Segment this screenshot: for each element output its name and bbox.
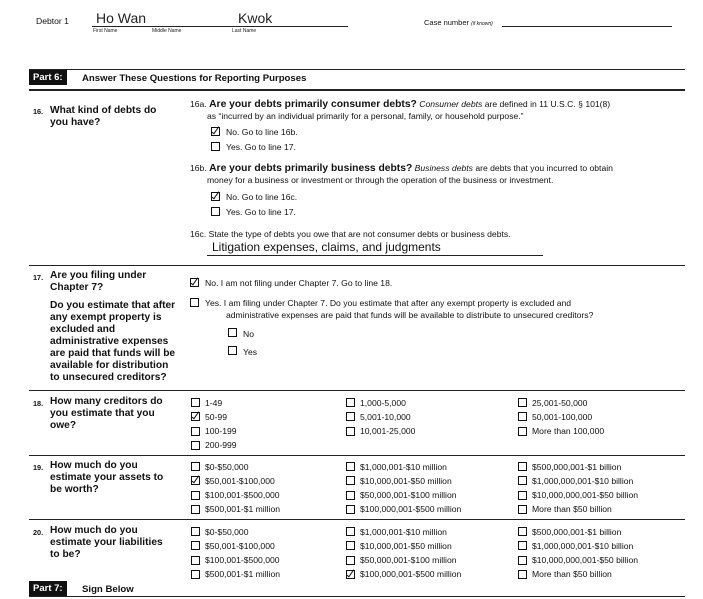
q17-divider	[29, 390, 685, 391]
q18-option-checkbox[interactable]	[346, 412, 355, 421]
q19-option-label: $0-$50,000	[205, 461, 249, 472]
case-number-field[interactable]	[502, 26, 672, 27]
debtor-first-name[interactable]: Ho Wan	[96, 10, 147, 26]
q17-title	[50, 270, 146, 294]
q17-sub-line: any exempt property is	[50, 312, 162, 323]
q20-option-label: $10,000,000,001-$50 billion	[532, 555, 639, 566]
q16b-no-checkbox[interactable]	[211, 192, 220, 201]
q18-title-line: owe?	[50, 420, 77, 431]
q17-sub-line: Do you estimate that after	[50, 300, 176, 311]
q19-option-label: $1,000,001-$10 million	[360, 461, 447, 472]
q17-yes-label-line2: administrative expenses are paid that funds will be available to distribute to unsecured creditors?	[226, 310, 594, 320]
q20-title-line: estimate your liabilities	[50, 537, 163, 548]
q19-option-label: $10,000,001-$50 million	[360, 475, 452, 486]
q18-number: 18.	[33, 399, 44, 408]
q16c-text: 16c. State the type of debts you owe that are not consumer debts or business debts.	[190, 229, 511, 239]
q16-number: 16.	[33, 107, 44, 116]
q19-option-checkbox[interactable]	[191, 505, 200, 514]
q17-title-line: Are you filing under	[50, 270, 147, 281]
part6-title: Answer These Questions for Reporting Purposes	[82, 73, 307, 84]
q19-option-checkbox[interactable]	[518, 491, 527, 500]
q18-title-line: How many creditors do	[50, 396, 163, 407]
q20-option-label: More than $50 billion	[532, 569, 612, 580]
q20-option-checkbox[interactable]	[518, 556, 527, 565]
q20-option-checkbox[interactable]	[346, 541, 355, 550]
q17-no-label: No. I am not filing under Chapter 7. Go to line 18.	[205, 278, 393, 288]
q19-option-checkbox[interactable]	[346, 462, 355, 471]
q20-option-label: $50,000,001-$100 million	[360, 555, 457, 566]
q19-title-line: be worth?	[50, 484, 99, 495]
q16a-question: Are your debts primarily consumer debts?	[209, 99, 417, 110]
part7-bottom-rule	[29, 596, 685, 597]
name-underline	[92, 26, 348, 27]
debtor-label: Debtor 1	[36, 16, 69, 26]
q19-option-checkbox[interactable]	[191, 476, 200, 485]
q16-divider	[29, 265, 685, 266]
q19-option-checkbox[interactable]	[518, 476, 527, 485]
q19-option-checkbox[interactable]	[191, 462, 200, 471]
q19-option-checkbox[interactable]	[346, 476, 355, 485]
q16a-definition-line2: as “incurred by an individual primarily for a personal, family, or household purpose.”	[207, 111, 524, 121]
q18-option-checkbox[interactable]	[191, 427, 200, 436]
q18-option-checkbox[interactable]	[346, 427, 355, 436]
q20-option-label: $1,000,001-$10 million	[360, 526, 447, 537]
q19-option-checkbox[interactable]	[518, 505, 527, 514]
q20-option-label: $0-$50,000	[205, 526, 249, 537]
q18-option-label: 25,001-50,000	[532, 397, 588, 408]
q18-option-label: 200-999	[205, 440, 237, 451]
q16a-no-checkbox[interactable]	[211, 127, 220, 136]
q16-title-line: you have?	[50, 117, 101, 128]
q17-sub-no-checkbox[interactable]	[228, 328, 237, 337]
q18-option-checkbox[interactable]	[191, 398, 200, 407]
q20-option-checkbox[interactable]	[518, 527, 527, 536]
q19-title	[50, 460, 163, 496]
q19-option-label: More than $50 billion	[532, 504, 612, 515]
q16b-definition-line2: money for a business or investment or through the operation of the business or investment.	[207, 175, 554, 185]
q19-option-label: $100,001-$500,000	[205, 490, 280, 501]
q18-option-checkbox[interactable]	[346, 398, 355, 407]
q16-title-line: What kind of debts do	[50, 105, 157, 116]
q17-no-checkbox[interactable]	[190, 278, 199, 287]
q19-option-checkbox[interactable]	[191, 491, 200, 500]
q20-option-checkbox[interactable]	[346, 570, 355, 579]
q17-yes-checkbox[interactable]	[190, 298, 199, 307]
q20-option-label: $500,000,001-$1 billion	[532, 526, 622, 537]
last-name-caption: Last Name	[232, 28, 257, 34]
q20-title	[50, 525, 163, 561]
q16a-yes-checkbox[interactable]	[211, 142, 220, 151]
part6-tag: Part 6:	[29, 70, 67, 85]
q19-option-label: $500,001-$1 million	[205, 504, 281, 515]
q20-option-checkbox[interactable]	[191, 527, 200, 536]
q17-yes-label: Yes. I am filing under Chapter 7. Do you estimate that after any exempt property is excluded and	[205, 298, 572, 308]
q18-option-label: 1,000-5,000	[360, 397, 406, 408]
q18-option-label: 50-99	[205, 411, 227, 422]
q18-option-label: 100-199	[205, 426, 237, 437]
q20-option-checkbox[interactable]	[346, 556, 355, 565]
q18-option-checkbox[interactable]	[191, 441, 200, 450]
q17-sub-no-label: No	[243, 329, 254, 339]
q20-title-line: to be?	[50, 549, 81, 560]
q18-option-label: 10,001-25,000	[360, 426, 416, 437]
q16b-number: 16b.	[190, 163, 207, 173]
q18-title-line: you estimate that you	[50, 408, 155, 419]
q18-option-checkbox[interactable]	[518, 427, 527, 436]
q20-option-label: $1,000,000,001-$10 billion	[532, 540, 634, 551]
q20-number: 20.	[33, 528, 44, 537]
case-number-label	[424, 18, 493, 27]
q17-title-line: Chapter 7?	[50, 282, 104, 293]
q16b-italic-term: Business debts	[414, 163, 473, 173]
q16a-yes-label: Yes. Go to line 17.	[226, 142, 296, 152]
q20-title-line: How much do you	[50, 525, 138, 536]
q20-option-checkbox[interactable]	[191, 541, 200, 550]
q16-title	[50, 105, 156, 129]
q16b-yes-checkbox[interactable]	[211, 207, 220, 216]
q20-option-checkbox[interactable]	[346, 527, 355, 536]
q17-subquestion	[50, 300, 175, 384]
q17-sub-line: available for distribution	[50, 360, 169, 371]
q17-sub-yes-checkbox[interactable]	[228, 346, 237, 355]
case-number-text: Case number	[424, 18, 470, 27]
q16c-answer-line	[207, 255, 543, 256]
q19-number: 19.	[33, 463, 44, 472]
q18-option-label: More than 100,000	[532, 426, 605, 437]
q20-option-label: $50,001-$100,000	[205, 540, 275, 551]
q16a-no-label: No. Go to line 16b.	[226, 127, 298, 137]
q20-option-label: $100,000,001-$500 million	[360, 569, 462, 580]
q20-option-checkbox[interactable]	[191, 570, 200, 579]
q17-sub-line: to unsecured creditors?	[50, 372, 167, 383]
q16b-yes-label: Yes. Go to line 17.	[226, 207, 296, 217]
q17-sub-yes-label: Yes	[243, 347, 258, 357]
part7-tag: Part 7:	[29, 581, 67, 596]
q17-sub-line: excluded and	[50, 324, 116, 335]
q19-option-label: $500,000,001-$1 billion	[532, 461, 622, 472]
q18-title	[50, 396, 163, 432]
q16a-definition: are defined in 11 U.S.C. § 101(8)	[484, 99, 611, 109]
q18-option-checkbox[interactable]	[518, 412, 527, 421]
q19-divider	[29, 519, 685, 520]
q19-option-label: $50,000,001-$100 million	[360, 490, 457, 501]
q20-option-label: $10,000,001-$50 million	[360, 540, 452, 551]
debtor-last-name[interactable]: Kwok	[238, 10, 273, 26]
q18-divider	[29, 455, 685, 456]
q18-option-label: 5,001-10,000	[360, 411, 411, 422]
q16b-question: Are your debts primarily business debts?	[209, 163, 413, 174]
q19-option-label: $100,000,001-$500 million	[360, 504, 462, 515]
q17-sub-line: administrative expenses	[50, 336, 169, 347]
q16b-no-label: No. Go to line 16c.	[226, 192, 298, 202]
q19-option-checkbox[interactable]	[346, 505, 355, 514]
q19-option-checkbox[interactable]	[346, 491, 355, 500]
q20-option-label: $100,001-$500,000	[205, 555, 280, 566]
q19-option-label: $10,000,000,001-$50 billion	[532, 490, 639, 501]
q19-option-checkbox[interactable]	[518, 462, 527, 471]
q20-option-checkbox[interactable]	[518, 541, 527, 550]
q16a-number: 16a.	[190, 99, 207, 109]
q16c-answer[interactable]: Litigation expenses, claims, and judgments	[212, 240, 441, 254]
q19-option-label: $50,001-$100,000	[205, 475, 275, 486]
q19-option-label: $1,000,000,001-$10 billion	[532, 475, 634, 486]
middle-name-caption: Middle Name	[152, 28, 182, 34]
part6-top-rule	[29, 69, 685, 70]
first-name-caption: First Name	[93, 28, 118, 34]
q20-option-checkbox[interactable]	[518, 570, 527, 579]
q18-option-label: 1-49	[205, 397, 223, 408]
part6-bottom-rule	[29, 89, 685, 91]
q18-option-checkbox[interactable]	[191, 412, 200, 421]
q18-option-label: 50,001-100,000	[532, 411, 593, 422]
q16b-definition: are debts that you incurred to obtain	[475, 163, 613, 173]
q17-number: 17.	[33, 273, 44, 282]
part7-title: Sign Below	[82, 584, 134, 595]
q19-title-line: How much do you	[50, 460, 138, 471]
q17-sub-line: are paid that funds will be	[50, 348, 176, 359]
q20-option-checkbox[interactable]	[191, 556, 200, 565]
case-number-hint: (if known)	[471, 21, 493, 27]
q20-option-label: $500,001-$1 million	[205, 569, 281, 580]
q18-option-checkbox[interactable]	[518, 398, 527, 407]
q19-title-line: estimate your assets to	[50, 472, 164, 483]
q16a-italic-term: Consumer debts	[419, 99, 483, 109]
